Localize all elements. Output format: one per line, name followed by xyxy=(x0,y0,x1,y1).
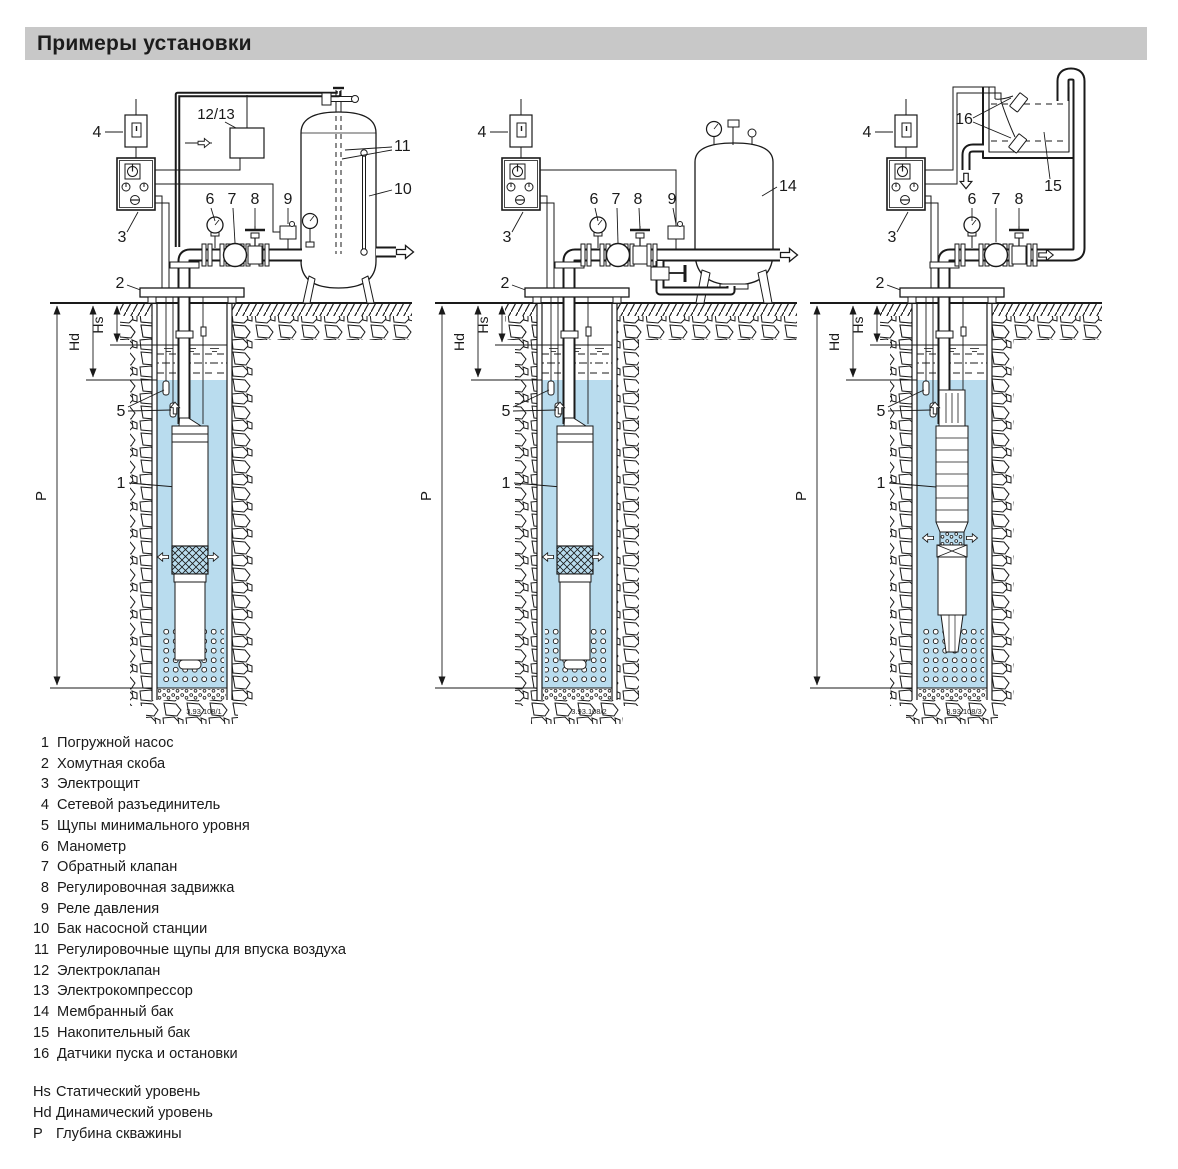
legend xyxy=(33,733,346,1064)
legend-item: 7 Обратный клапан xyxy=(40,859,178,876)
legend-item: 15 Накопительный бак xyxy=(33,1024,190,1041)
callout-regulating-valve: 8 xyxy=(1014,191,1024,208)
legend-item: 5 Щупы минимального уровня xyxy=(40,817,250,834)
dimension-label-static-level: Hs xyxy=(475,316,491,334)
callout-submersible-pump: 1 xyxy=(876,475,886,492)
callout-pressure-relay: 9 xyxy=(283,191,293,208)
callout-check-valve: 7 xyxy=(611,191,621,208)
page-title: Примеры установки xyxy=(37,32,252,55)
callout-manometer: 6 xyxy=(205,191,215,208)
diagram-pump-station-tank xyxy=(33,88,414,724)
dimension-label-dynamic-level: Hd xyxy=(826,333,842,351)
dimension-label-static-level: Hs xyxy=(850,316,866,334)
callout-check-valve: 7 xyxy=(227,191,237,208)
callout-regulating-valve: 8 xyxy=(250,191,260,208)
callout-control-panel: 3 xyxy=(117,229,127,246)
legend-item: 9 Реле давления xyxy=(40,900,160,917)
callout-regulating-valve: 8 xyxy=(633,191,643,208)
callout-manometer: 6 xyxy=(967,191,977,208)
dimension-label-well-depth: P xyxy=(793,490,810,502)
abbreviation-legend xyxy=(33,1082,213,1145)
legend-item: 11 Регулировочные щупы для впуска воздуха xyxy=(33,942,346,959)
legend-item: 13 Электрокомпрессор xyxy=(33,983,193,1000)
diagram-storage-tank xyxy=(793,74,1102,724)
callout-level-probes: 5 xyxy=(876,403,886,420)
dimension-label-dynamic-level: Hd xyxy=(451,333,467,351)
callout-clamp-bracket: 2 xyxy=(875,275,885,292)
legend-item: 6 Манометр xyxy=(40,838,127,855)
callout-mains-disconnector: 4 xyxy=(92,124,102,141)
abbreviation-item: Hs Статический уровень xyxy=(33,1084,201,1100)
callout-membrane-tank: 14 xyxy=(779,178,797,195)
callout-pressure-relay: 9 xyxy=(667,191,677,208)
callout-pump-station-tank: 10 xyxy=(394,181,412,198)
callout-control-panel: 3 xyxy=(502,229,512,246)
dimension-label-well-depth: P xyxy=(33,490,50,502)
callout-clamp-bracket: 2 xyxy=(115,275,125,292)
callout-clamp-bracket: 2 xyxy=(500,275,510,292)
callout-manometer: 6 xyxy=(589,191,599,208)
figure-caption: 3.93.108/2 xyxy=(571,707,607,716)
callout-submersible-pump: 1 xyxy=(501,475,511,492)
abbreviation-item: Hd Динамический уровень xyxy=(33,1105,213,1121)
callout-air-probes: 11 xyxy=(394,138,411,155)
callout-valve-compressor: 12/13 xyxy=(197,106,235,123)
diagram-membrane-tank xyxy=(418,99,798,724)
callout-submersible-pump: 1 xyxy=(116,475,126,492)
callout-mains-disconnector: 4 xyxy=(477,124,487,141)
dimension-label-well-depth: P xyxy=(418,490,435,502)
callout-storage-tank: 15 xyxy=(1044,178,1062,195)
legend-item: 10 Бак насосной станции xyxy=(33,921,208,938)
legend-item: 1 Погружной насос xyxy=(40,735,174,751)
legend-item: 14 Мембранный бак xyxy=(33,1004,174,1021)
abbreviation-item: P Глубина скважины xyxy=(33,1126,182,1142)
legend-item: 12 Электроклапан xyxy=(33,962,161,979)
legend-item: 16 Датчики пуска и остановки xyxy=(33,1045,238,1062)
legend-item: 4 Сетевой разъединитель xyxy=(40,797,221,814)
legend-item: 3 Электрощит xyxy=(40,776,140,793)
callout-check-valve: 7 xyxy=(991,191,1001,208)
dimension-label-static-level: Hs xyxy=(90,316,106,334)
callout-level-probes: 5 xyxy=(116,403,126,420)
figure-caption: 3.93.108/1 xyxy=(186,707,222,716)
callout-mains-disconnector: 4 xyxy=(862,124,872,141)
callout-control-panel: 3 xyxy=(887,229,897,246)
dimension-label-dynamic-level: Hd xyxy=(66,333,82,351)
callout-level-probes: 5 xyxy=(501,403,511,420)
figure-caption: 3.93.108/3 xyxy=(946,707,982,716)
callout-start-stop-sensors: 16 xyxy=(955,111,973,128)
legend-item: 8 Регулировочная задвижка xyxy=(40,879,235,896)
legend-item: 2 Хомутная скоба xyxy=(40,755,166,772)
